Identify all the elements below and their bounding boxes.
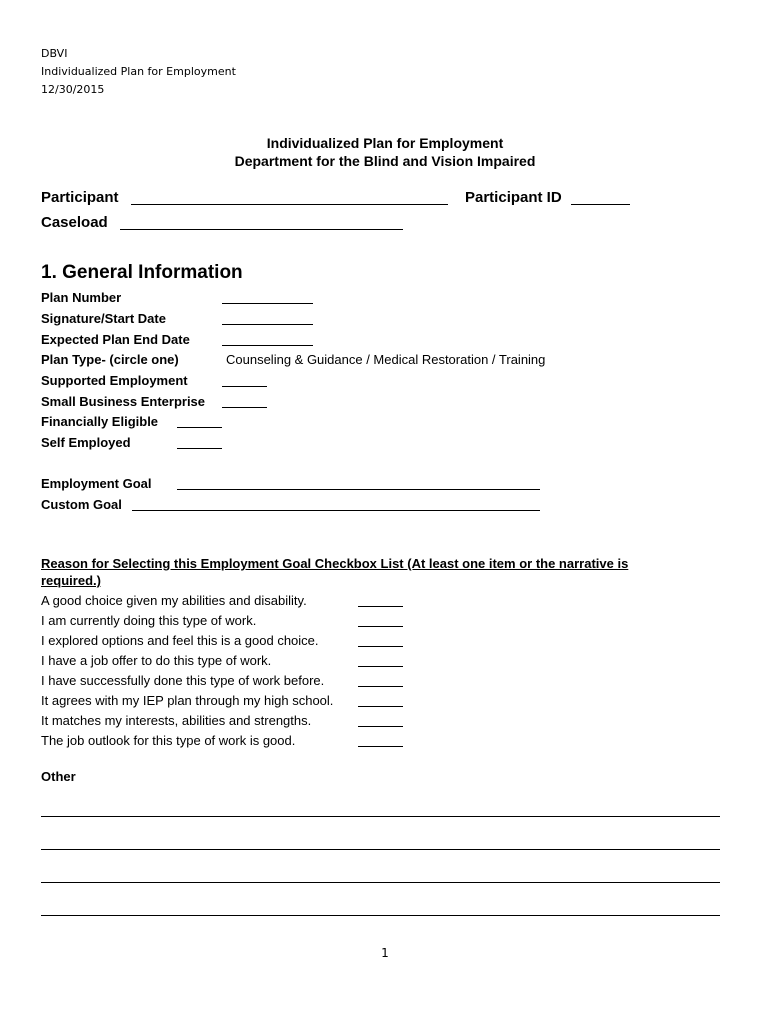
financially-eligible-label: Financially Eligible [41, 414, 159, 429]
section-general-heading: 1. General Information [41, 262, 243, 283]
reason-item: I explored options and feel this is a good choice. [41, 633, 319, 648]
other-label: Other [41, 769, 76, 784]
reason-checkbox[interactable] [358, 746, 403, 747]
reason-item: A good choice given my abilities and disability. [41, 593, 307, 608]
caseload-label: Caseload [41, 214, 108, 231]
signature-start-date-label: Signature/Start Date [41, 311, 166, 326]
custom-goal-field[interactable] [132, 510, 540, 511]
participant-id-field[interactable] [571, 204, 630, 205]
reason-item: I have a job offer to do this type of work. [41, 653, 272, 668]
reasons-heading: Reason for Selecting this Employment Goal Checkbox List (At least one item or the narrative is [41, 556, 629, 571]
self-employed-label: Self Employed [41, 435, 131, 450]
expected-end-date-field[interactable] [222, 345, 313, 346]
page-number: 1 [381, 946, 389, 960]
reason-item: I am currently doing this type of work. [41, 613, 257, 628]
participant-field[interactable] [131, 204, 448, 205]
reason-checkbox[interactable] [358, 666, 403, 667]
custom-goal-label: Custom Goal [41, 497, 122, 512]
other-line-3[interactable] [41, 882, 720, 883]
reason-item: I have successfully done this type of work before. [41, 673, 325, 688]
plan-number-field[interactable] [222, 303, 313, 304]
reason-checkbox[interactable] [358, 646, 403, 647]
plan-type-label: Plan Type- (circle one) [41, 352, 179, 367]
reason-item: The job outlook for this type of work is good. [41, 733, 296, 748]
reason-item: It agrees with my IEP plan through my high school. [41, 693, 334, 708]
reason-checkbox[interactable] [358, 686, 403, 687]
plan-number-label: Plan Number [41, 290, 122, 305]
header-doc-name: Individualized Plan for Employment [41, 65, 236, 78]
plan-type-options[interactable]: Counseling & Guidance / Medical Restoration / Training [226, 352, 546, 367]
employment-goal-label: Employment Goal [41, 476, 152, 491]
page-title: Individualized Plan for Employment [266, 135, 504, 151]
self-employed-field[interactable] [177, 448, 222, 449]
reason-item: It matches my interests, abilities and strengths. [41, 713, 312, 728]
small-business-label: Small Business Enterprise [41, 394, 206, 409]
header-org: DBVI [41, 47, 68, 60]
reason-checkbox[interactable] [358, 706, 403, 707]
page-subtitle: Department for the Blind and Vision Impaired [234, 153, 536, 169]
signature-start-date-field[interactable] [222, 324, 313, 325]
supported-employment-label: Supported Employment [41, 373, 188, 388]
header-date: 12/30/2015 [41, 83, 105, 96]
other-line-4[interactable] [41, 915, 720, 916]
small-business-field[interactable] [222, 407, 267, 408]
supported-employment-field[interactable] [222, 386, 267, 387]
reason-checkbox[interactable] [358, 626, 403, 627]
expected-end-date-label: Expected Plan End Date [41, 332, 190, 347]
caseload-field[interactable] [120, 229, 403, 230]
reason-checkbox[interactable] [358, 726, 403, 727]
other-line-1[interactable] [41, 816, 720, 817]
employment-goal-field[interactable] [177, 489, 540, 490]
participant-label: Participant [41, 189, 119, 206]
financially-eligible-field[interactable] [177, 427, 222, 428]
other-line-2[interactable] [41, 849, 720, 850]
reason-checkbox[interactable] [358, 606, 403, 607]
reasons-heading-cont: required.) [41, 573, 101, 588]
participant-id-label: Participant ID [465, 189, 562, 206]
